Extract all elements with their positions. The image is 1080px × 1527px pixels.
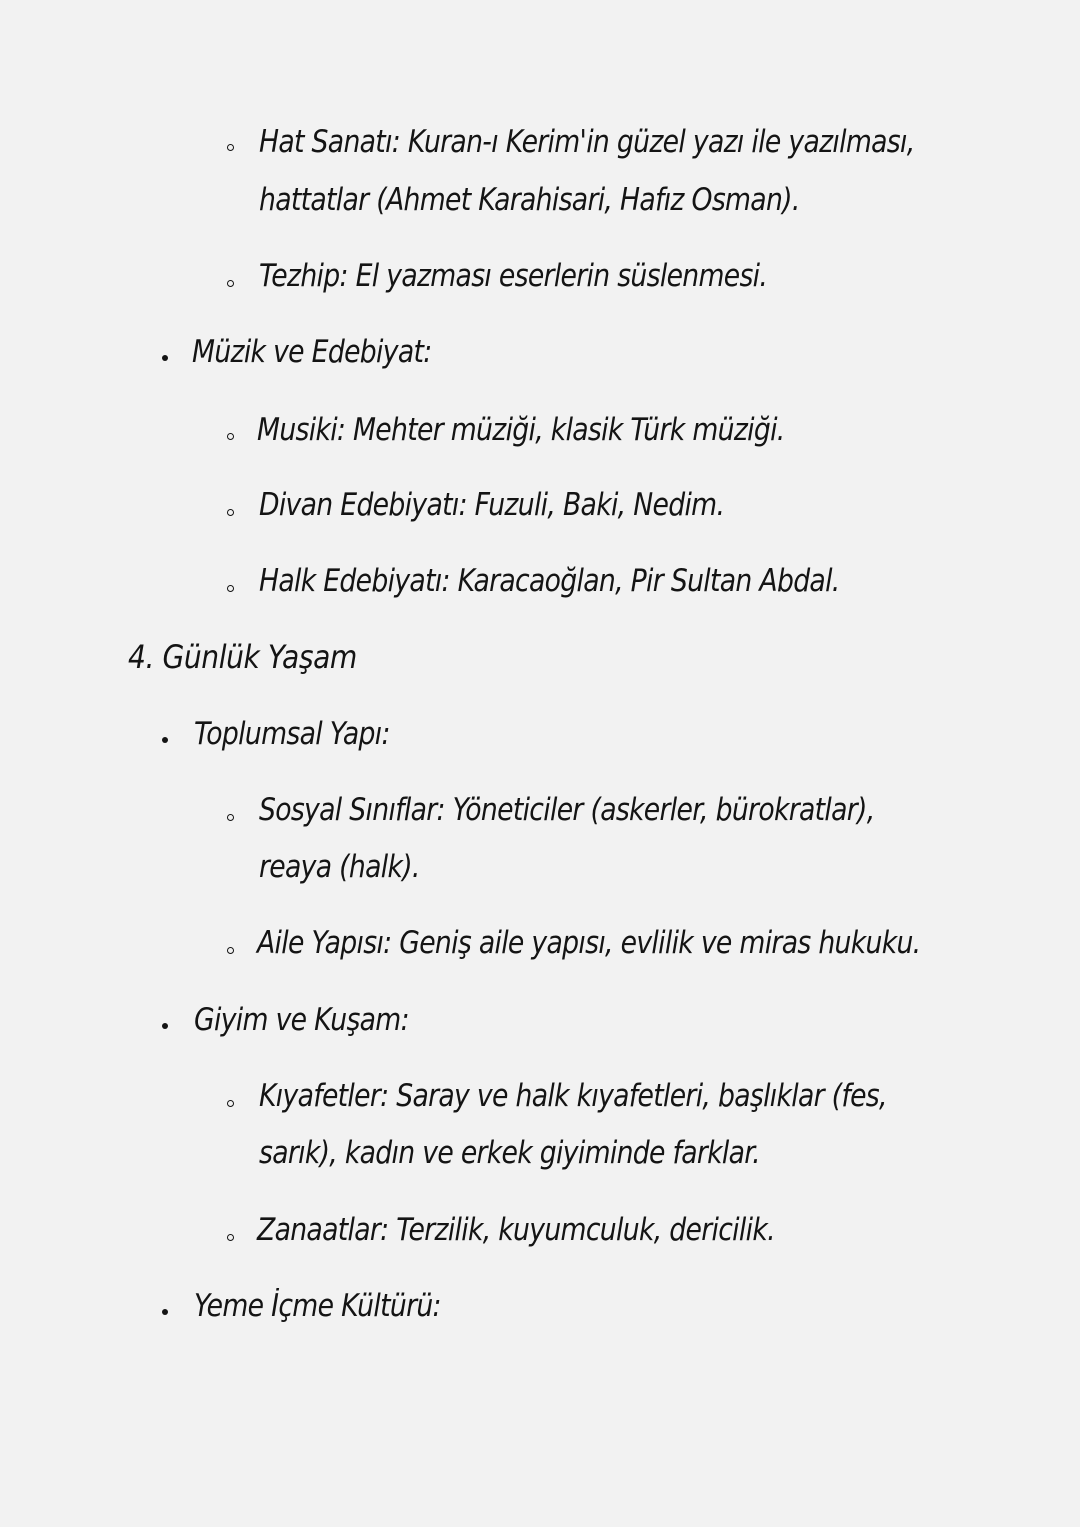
item-toplumsal-yapi: Toplumsal Yapı: [194,716,390,752]
circle-bullet-icon [227,509,234,516]
circle-bullet-icon [227,585,234,592]
disc-bullet-icon [162,1023,168,1029]
sub-item-kiyafetler-line-2: sarık), kadın ve erkek giyiminde farklar. [259,1135,760,1171]
circle-bullet-icon [227,433,234,440]
circle-bullet-icon [227,1100,234,1107]
sub-item-kiyafetler-line-1: Kıyafetler: Saray ve halk kıyafetleri, başlıklar (fes, [259,1078,887,1114]
circle-bullet-icon [227,1234,234,1241]
sub-item-divan-edebiyati: Divan Edebiyatı: Fuzuli, Baki, Nedim. [259,487,725,523]
item-giyim-ve-kusam: Giyim ve Kuşam: [194,1002,409,1038]
disc-bullet-icon [162,737,168,743]
sub-item-sosyal-siniflar-line-2: reaya (halk). [259,849,420,885]
sub-item-hat-sanati-line-1: Hat Sanatı: Kuran-ı Kerim'in güzel yazı ile yazılması, [259,124,915,160]
circle-bullet-icon [227,280,234,287]
item-yeme-icme-kulturu: Yeme İçme Kültürü: [194,1288,441,1324]
sub-item-musiki: Musiki: Mehter müziği, klasik Türk müziği. [257,412,785,448]
circle-bullet-icon [227,144,234,151]
disc-bullet-icon [162,355,168,361]
disc-bullet-icon [162,1309,168,1315]
circle-bullet-icon [227,814,234,821]
sub-item-zanaatlar: Zanaatlar: Terzilik, kuyumculuk, dericilik. [257,1212,775,1248]
sub-item-tezhip: Tezhip: El yazması eserlerin süslenmesi. [259,258,768,294]
sub-item-halk-edebiyati: Halk Edebiyatı: Karacaoğlan, Pir Sultan Abdal. [259,563,840,599]
sub-item-aile-yapisi: Aile Yapısı: Geniş aile yapısı, evlilik ve miras hukuku. [257,925,921,961]
section-heading-gunluk-yasam: 4. Günlük Yaşam [128,638,357,676]
circle-bullet-icon [227,947,234,954]
item-muzik-ve-edebiyat: Müzik ve Edebiyat: [192,334,432,370]
sub-item-hat-sanati-line-2: hattatlar (Ahmet Karahisari, Hafız Osman). [259,182,800,218]
sub-item-sosyal-siniflar-line-1: Sosyal Sınıflar: Yöneticiler (askerler, bürokratlar), [259,792,875,828]
